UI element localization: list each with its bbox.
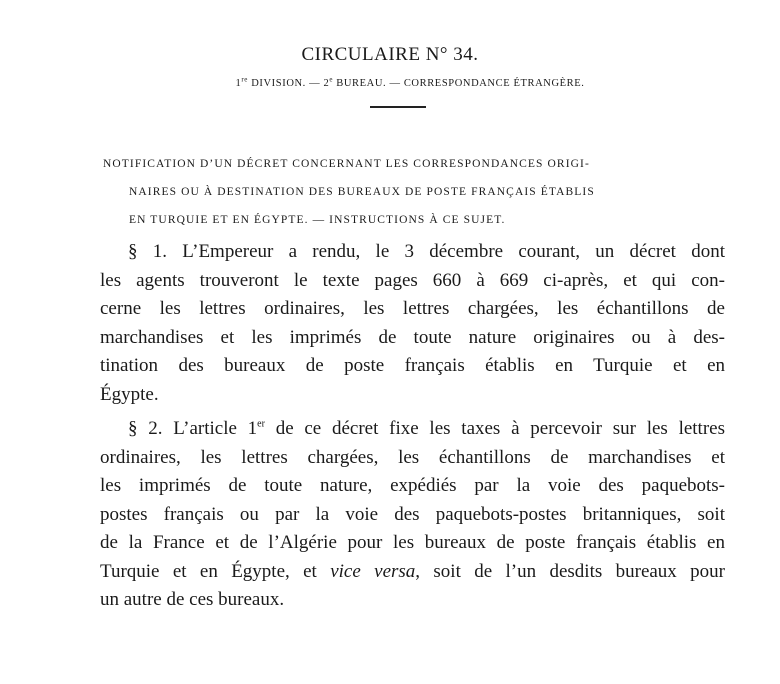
line-segment: , soit de l’un desdits bureaux pour (415, 560, 725, 582)
circular-title: CIRCULAIRE N° 34. (301, 44, 479, 65)
paragraph-line: Égypte. (100, 383, 159, 405)
heading-line: NOTIFICATION D’UN DÉCRET CONCERNANT LES CORRESPONDANCES ORIGI- (103, 158, 590, 170)
paragraph-line: ordinaires, les lettres chargées, les échantillons de marchandises et (100, 446, 725, 468)
division-number-suffix: re (241, 75, 248, 84)
title-divider (370, 106, 426, 108)
paragraph-line: cerne les lettres ordinaires, les lettres chargées, les échantillons de (100, 298, 725, 319)
division-number: 1 (235, 78, 242, 89)
notification-heading (103, 150, 723, 234)
paragraph-line: § 1. L’Empereur a rendu, le 3 décembre courant, un décret dont (128, 241, 725, 262)
italic-vice-versa: vice versa (330, 560, 416, 582)
paragraph-1 (100, 238, 725, 409)
heading-line: NAIRES OU À DESTINATION DES BUREAUX DE POSTE FRANÇAIS ÉTABLIS (129, 186, 595, 198)
heading-line: EN TURQUIE ET EN ÉGYPTE. — INSTRUCTIONS À CE SUJET. (129, 214, 506, 226)
paragraph-line: les imprimés de toute nature, expédiés par la voie des paquebots- (100, 475, 725, 496)
line-segment: Turquie et en Égypte, et (100, 560, 331, 582)
article-ref-suffix: er (257, 418, 265, 430)
paragraph-line (100, 415, 725, 444)
paragraph-line (100, 558, 725, 587)
division-subtitle (0, 75, 780, 89)
paragraph-line: les agents trouveront le texte pages 660 à 669 ci-après, et qui con- (100, 269, 725, 291)
article-ref: § 2. L’article 1 (128, 418, 258, 439)
paragraph-line: de la France et de l’Algérie pour les bureaux de poste français établis en (100, 532, 725, 553)
paragraph-line: un autre de ces bureaux. (100, 589, 285, 610)
bureau-label: BUREAU. — CORRESPONDANCE ÉTRANGÈRE. (333, 78, 585, 89)
paragraph-2 (100, 415, 725, 615)
paragraph-line: postes français ou par la voie des paquebots-postes britanniques, soit (100, 503, 725, 525)
paragraph-line: tination des bureaux de poste français établis en Turquie et en (100, 355, 725, 376)
bureau-number: 2 (323, 78, 330, 89)
bureau-number-suffix: e (329, 75, 334, 84)
paragraph-line: marchandises et les imprimés de toute nature originaires ou à des- (100, 326, 725, 348)
division-label: DIVISION. — (248, 78, 324, 89)
article-ref-rest: de ce décret fixe les taxes à percevoir sur les lettres (264, 418, 725, 439)
